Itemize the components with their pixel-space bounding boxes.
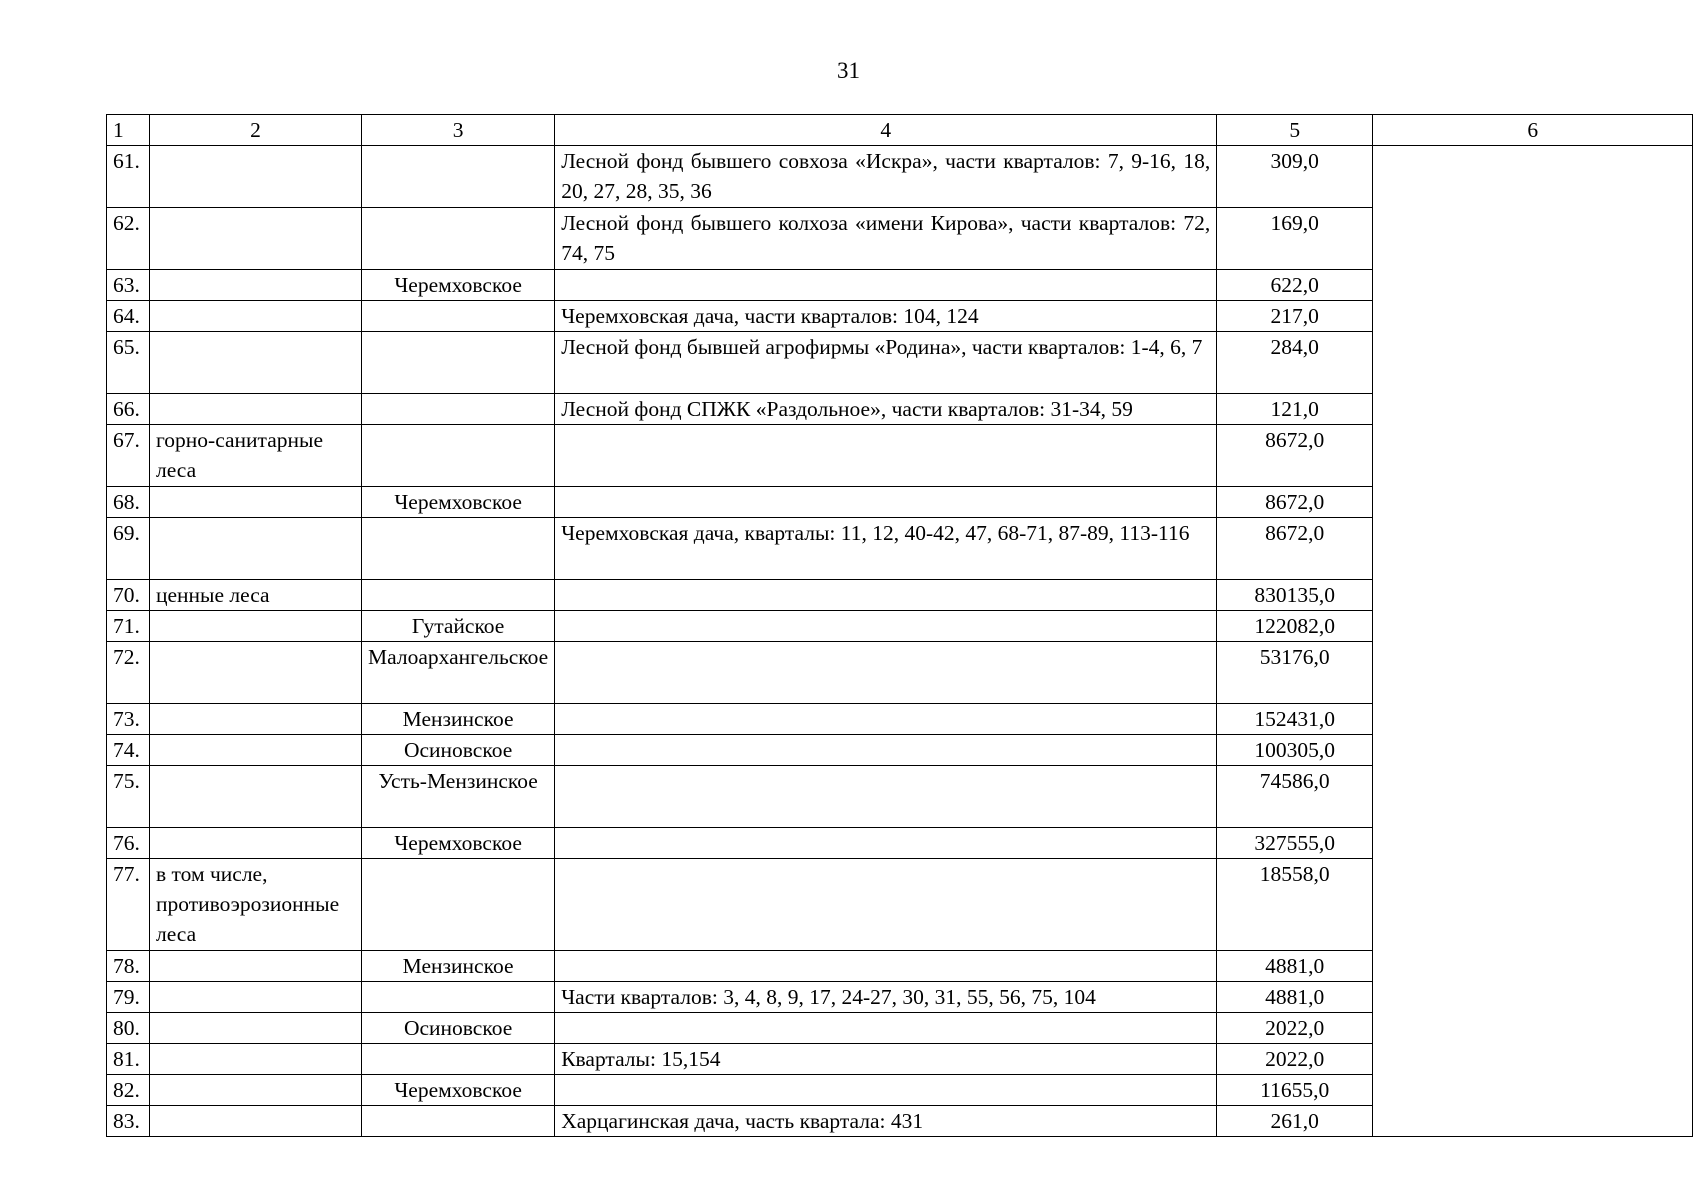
- category-cell: [150, 828, 362, 859]
- category-cell: [150, 1013, 362, 1044]
- district-cell: Мензинское: [362, 951, 555, 982]
- district-cell: [362, 146, 555, 208]
- district-cell: [362, 859, 555, 951]
- row-number-cell: 72.: [107, 642, 150, 704]
- row-number-cell: 75.: [107, 766, 150, 828]
- page-number: 31: [837, 58, 860, 83]
- area-cell: 2022,0: [1217, 1013, 1373, 1044]
- category-cell: [150, 642, 362, 704]
- category-cell: [150, 270, 362, 301]
- area-cell: 8672,0: [1217, 425, 1373, 487]
- location-cell: [555, 704, 1217, 735]
- location-cell: [555, 766, 1217, 828]
- location-cell: [555, 859, 1217, 951]
- location-cell: [555, 735, 1217, 766]
- location-cell: [555, 487, 1217, 518]
- header-cell: 2: [150, 115, 362, 146]
- forest-table: [106, 114, 1693, 1137]
- row-number-cell: 79.: [107, 982, 150, 1013]
- location-cell: Лесной фонд бывшей агрофирмы «Родина», части кварталов: 1-4, 6, 7: [555, 332, 1217, 394]
- row-number-cell: 70.: [107, 580, 150, 611]
- row-number-cell: 62.: [107, 208, 150, 270]
- district-cell: Черемховское: [362, 828, 555, 859]
- row-number-cell: 66.: [107, 394, 150, 425]
- area-cell: 830135,0: [1217, 580, 1373, 611]
- area-cell: 8672,0: [1217, 487, 1373, 518]
- row-number-cell: 64.: [107, 301, 150, 332]
- row-number-cell: 82.: [107, 1075, 150, 1106]
- category-cell: [150, 704, 362, 735]
- area-cell: 100305,0: [1217, 735, 1373, 766]
- area-cell: 2022,0: [1217, 1044, 1373, 1075]
- district-cell: Мензинское: [362, 704, 555, 735]
- row-number-cell: 76.: [107, 828, 150, 859]
- district-cell: [362, 518, 555, 580]
- category-cell: [150, 208, 362, 270]
- area-cell: 74586,0: [1217, 766, 1373, 828]
- header-cell: 6: [1373, 115, 1693, 146]
- row-number-cell: 69.: [107, 518, 150, 580]
- location-cell: [555, 270, 1217, 301]
- header-cell: 3: [362, 115, 555, 146]
- location-cell: Части кварталов: 3, 4, 8, 9, 17, 24-27, 30, 31, 55, 56, 75, 104: [555, 982, 1217, 1013]
- area-cell: 217,0: [1217, 301, 1373, 332]
- category-cell: [150, 951, 362, 982]
- header-cell: 1: [107, 115, 150, 146]
- district-cell: [362, 425, 555, 487]
- location-cell: Кварталы: 15,154: [555, 1044, 1217, 1075]
- district-cell: Черемховское: [362, 270, 555, 301]
- category-cell: [150, 487, 362, 518]
- area-cell: 11655,0: [1217, 1075, 1373, 1106]
- area-cell: 309,0: [1217, 146, 1373, 208]
- category-cell: [150, 611, 362, 642]
- location-cell: [555, 1013, 1217, 1044]
- district-cell: Гутайское: [362, 611, 555, 642]
- district-cell: [362, 394, 555, 425]
- location-cell: [555, 611, 1217, 642]
- row-number-cell: 67.: [107, 425, 150, 487]
- category-cell: [150, 518, 362, 580]
- area-cell: 121,0: [1217, 394, 1373, 425]
- row-number-cell: 77.: [107, 859, 150, 951]
- area-cell: 53176,0: [1217, 642, 1373, 704]
- row-number-cell: 80.: [107, 1013, 150, 1044]
- area-cell: 261,0: [1217, 1106, 1373, 1137]
- area-cell: 622,0: [1217, 270, 1373, 301]
- location-cell: [555, 425, 1217, 487]
- category-cell: [150, 332, 362, 394]
- area-cell: 169,0: [1217, 208, 1373, 270]
- location-cell: Лесной фонд СПЖК «Раздольное», части кварталов: 31-34, 59: [555, 394, 1217, 425]
- location-cell: [555, 828, 1217, 859]
- location-cell: Черемховская дача, части кварталов: 104, 124: [555, 301, 1217, 332]
- category-cell: в том числе, противоэрозионные леса: [150, 859, 362, 951]
- row-number-cell: 65.: [107, 332, 150, 394]
- category-cell: [150, 1106, 362, 1137]
- district-cell: [362, 1106, 555, 1137]
- area-cell: 8672,0: [1217, 518, 1373, 580]
- area-cell: 152431,0: [1217, 704, 1373, 735]
- header-cell: 5: [1217, 115, 1373, 146]
- district-cell: Черемховское: [362, 1075, 555, 1106]
- district-cell: [362, 1044, 555, 1075]
- location-cell: Лесной фонд бывшего совхоза «Искра», части кварталов: 7, 9-16, 18, 20, 27, 28, 35, 36: [555, 146, 1217, 208]
- row-number-cell: 81.: [107, 1044, 150, 1075]
- district-cell: [362, 208, 555, 270]
- row-number-cell: 73.: [107, 704, 150, 735]
- row-number-cell: 71.: [107, 611, 150, 642]
- row-number-cell: 68.: [107, 487, 150, 518]
- header-cell: 4: [555, 115, 1217, 146]
- district-cell: Осиновское: [362, 735, 555, 766]
- location-cell: [555, 580, 1217, 611]
- category-cell: [150, 766, 362, 828]
- area-cell: 327555,0: [1217, 828, 1373, 859]
- category-cell: [150, 982, 362, 1013]
- district-cell: Черемховское: [362, 487, 555, 518]
- category-cell: [150, 301, 362, 332]
- category-cell: [150, 146, 362, 208]
- category-cell: ценные леса: [150, 580, 362, 611]
- area-cell: 18558,0: [1217, 859, 1373, 951]
- row-number-cell: 78.: [107, 951, 150, 982]
- category-cell: [150, 735, 362, 766]
- district-cell: [362, 301, 555, 332]
- table-row: [107, 146, 1693, 208]
- district-cell: [362, 332, 555, 394]
- district-cell: [362, 982, 555, 1013]
- area-cell: 4881,0: [1217, 951, 1373, 982]
- district-cell: Малоархангельское: [362, 642, 555, 704]
- location-cell: [555, 642, 1217, 704]
- location-cell: Лесной фонд бывшего колхоза «имени Кирова», части кварталов: 72, 74, 75: [555, 208, 1217, 270]
- row-number-cell: 63.: [107, 270, 150, 301]
- area-cell: 122082,0: [1217, 611, 1373, 642]
- location-cell: Черемховская дача, кварталы: 11, 12, 40-42, 47, 68-71, 87-89, 113-116: [555, 518, 1217, 580]
- location-cell: [555, 951, 1217, 982]
- table-header-row: [107, 115, 1693, 146]
- location-cell: Харцагинская дача, часть квартала: 431: [555, 1106, 1217, 1137]
- category-cell: горно-санитарные леса: [150, 425, 362, 487]
- row-number-cell: 74.: [107, 735, 150, 766]
- location-cell: [555, 1075, 1217, 1106]
- row-number-cell: 61.: [107, 146, 150, 208]
- area-cell: 284,0: [1217, 332, 1373, 394]
- row-number-cell: 83.: [107, 1106, 150, 1137]
- area-cell: 4881,0: [1217, 982, 1373, 1013]
- category-cell: [150, 1075, 362, 1106]
- category-cell: [150, 1044, 362, 1075]
- notes-cell: [1373, 146, 1693, 1137]
- district-cell: [362, 580, 555, 611]
- category-cell: [150, 394, 362, 425]
- district-cell: Усть-Мензинское: [362, 766, 555, 828]
- district-cell: Осиновское: [362, 1013, 555, 1044]
